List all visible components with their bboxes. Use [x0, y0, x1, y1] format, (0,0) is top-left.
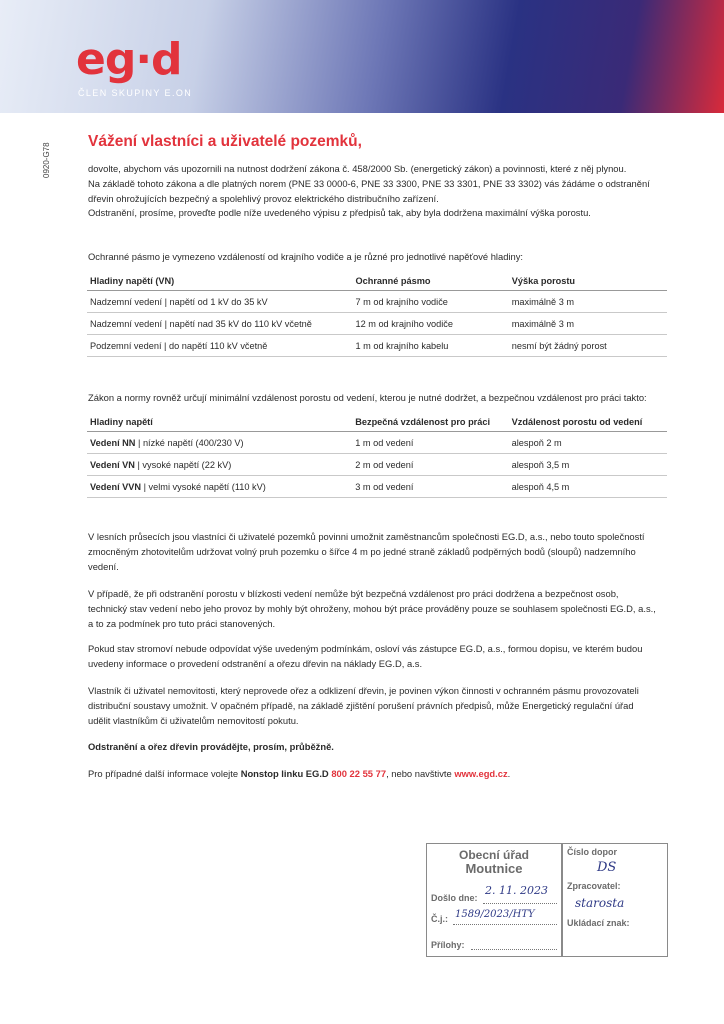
body-paragraph — [88, 684, 668, 728]
stamp-processor-label: Zpracovatel: — [567, 881, 621, 891]
header-banner — [0, 0, 724, 113]
hotline-label: Nonstop linku EG.D — [240, 768, 332, 779]
table-header-row — [87, 413, 667, 432]
body-paragraph — [88, 642, 668, 672]
paragraph-line: vedení. — [88, 560, 119, 572]
table-cell: alespoň 3,5 m — [509, 454, 667, 476]
intro-line: Odstranění, prosíme, proveďte podle níže uvedeného výpisu z předpisů tak, aby byla dodržena maximální výška porostu. — [88, 207, 591, 219]
column-header: Bezpečná vzdálenost pro práci — [352, 413, 508, 432]
table2-intro: Zákon a normy rovněž určují minimální vzdálenost porostu od vedení, kterou je nutné dodržet, a bezpečnou vzdálenost pro práci takto: — [88, 392, 647, 403]
stamp-dotted-line — [483, 903, 557, 904]
stamp-file-no-label: Číslo dopor — [567, 847, 617, 857]
stamp-received-value: 2. 11. 2023 — [485, 884, 548, 897]
column-header: Výška porostu — [509, 272, 667, 291]
logo-tagline: ČLEN SKUPINY E.ON — [78, 88, 193, 98]
paragraph-line: distribuční soustavy umožnit. V opačném případě, na základě zjištění porušení právních předpisů, může Energetický regulační úřad — [88, 699, 634, 711]
voltage-level-desc: | velmi vysoké napětí (110 kV) — [141, 481, 266, 492]
intro-paragraph — [88, 162, 668, 221]
contact-middle: , nebo navštivte — [386, 768, 455, 779]
column-header: Vzdálenost porostu od vedení — [509, 413, 667, 432]
paragraph-line: Vlastník či uživatel nemovitosti, který neprovede ořez a odklizení dřevin, je povinen výkon činnosti v ochranném pásmu provozovateli — [88, 685, 639, 696]
emphasis-line: Odstranění a ořez dřevin provádějte, prosím, průběžně. — [88, 741, 334, 752]
paragraph-line: udělit vlastníkům či uživatelům nemovitostí pokutu. — [88, 714, 299, 726]
letter-title: Vážení vlastníci a uživatelé pozemků, — [88, 133, 362, 150]
stamp-received-label: Došlo dne: — [431, 893, 478, 903]
table-cell: maximálně 3 m — [509, 313, 667, 335]
stamp-ref-label: Č.j.: — [431, 914, 448, 924]
column-header: Hladiny napětí — [87, 413, 352, 432]
table-cell — [87, 454, 352, 476]
paragraph-line: V případě, že při odstranění porostu v blízkosti vedení nemůže být bezpečná vzdálenost pro práci dodržena a bezpečnost osob, — [88, 588, 619, 599]
voltage-level-name: Vedení VN — [90, 459, 135, 470]
contact-prefix: Pro případné další informace volejte — [88, 768, 241, 779]
table-row — [87, 454, 667, 476]
table-row — [87, 476, 667, 498]
paragraph-line: V lesních průsecích jsou vlastníci či uživatelé pozemků povinni umožnit zaměstnancům společnosti EG.D, a.s., nebo touto společností — [88, 531, 645, 542]
table-cell: Nadzemní vedení | napětí nad 35 kV do 110 kV včetně — [87, 313, 352, 335]
contact-line — [88, 767, 668, 782]
body-paragraph — [88, 530, 668, 574]
table-row — [87, 291, 667, 313]
table-row — [87, 432, 667, 454]
table-cell: Podzemní vedení | do napětí 110 kV včetně — [87, 335, 352, 357]
column-header: Hladiny napětí (VN) — [87, 272, 352, 291]
table-cell: 1 m od vedení — [352, 432, 508, 454]
stamp-office-line: Moutnice — [465, 861, 523, 876]
stamp-storage-label: Ukládací znak: — [567, 918, 630, 928]
hotline-phone[interactable]: 800 22 55 77 — [331, 768, 387, 779]
table1-intro: Ochranné pásmo je vymezeno vzdáleností od krajního vodiče a je různé pro jednotlivé napěťové hladiny: — [88, 251, 524, 262]
intro-line: Na základě tohoto zákona a dle platných norem (PNE 33 0000-6, PNE 33 3300, PNE 33 3301, PNE 33 3302) vás žádáme o odstranění — [88, 177, 650, 189]
stamp-divider — [561, 844, 563, 956]
body-paragraph — [88, 587, 668, 631]
document-code: 0920-G78 — [42, 142, 51, 178]
table-cell: 2 m od vedení — [352, 454, 508, 476]
voltage-level-desc: | vysoké napětí (22 kV) — [134, 459, 232, 470]
stamp-office — [427, 849, 561, 875]
protection-zone-table — [87, 272, 667, 357]
stamp-ref-value: 1589/2023/HTY — [455, 909, 535, 920]
intro-line: dřevin ohrožujících bezpečný a spolehlivý provoz elektrického distribučního zařízení. — [88, 192, 439, 204]
voltage-level-name: Vedení VVN — [90, 481, 142, 492]
table-row — [87, 335, 667, 357]
stamp-office-line: Obecní úřad — [458, 848, 529, 862]
stamp-processor-value: starosta — [575, 896, 625, 910]
table-cell: 1 m od krajního kabelu — [352, 335, 508, 357]
website-link[interactable]: www.egd.cz — [454, 768, 508, 779]
safe-distance-table — [87, 413, 667, 498]
egd-logo: eg·d — [76, 34, 182, 85]
stamp-dotted-line — [471, 949, 557, 950]
stamp-dotted-line — [453, 924, 557, 925]
paragraph-line: technický stav vedení nebo jeho provoz by mohly být ohroženy, mohou být práce prováděny pouze se souhlasem společnosti EG.D, a.s., — [88, 602, 656, 614]
table-header-row — [87, 272, 667, 291]
stamp-attachments-label: Přílohy: — [431, 940, 465, 950]
paragraph-line: a to za podmínek pro tuto práci stanovených. — [88, 617, 276, 629]
stamp-file-no-value: DS — [597, 860, 617, 875]
column-header: Ochranné pásmo — [352, 272, 508, 291]
contact-suffix: . — [507, 768, 511, 779]
paragraph-line: uvedeny informace o provedení odstranění a ořezu dřevin na náklady EG.D, a.s. — [88, 657, 423, 669]
table-cell: Nadzemní vedení | napětí od 1 kV do 35 kV — [87, 291, 352, 313]
table-cell: 7 m od krajního vodiče — [352, 291, 508, 313]
registry-stamp — [426, 843, 668, 957]
voltage-level-name: Vedení NN — [90, 437, 136, 448]
table-cell: 3 m od vedení — [352, 476, 508, 498]
table-cell: alespoň 2 m — [509, 432, 667, 454]
table-cell: nesmí být žádný porost — [509, 335, 667, 357]
voltage-level-desc: | nízké napětí (400/230 V) — [135, 437, 244, 448]
table-cell: alespoň 4,5 m — [509, 476, 667, 498]
table-row — [87, 313, 667, 335]
table-cell: 12 m od krajního vodiče — [352, 313, 508, 335]
paragraph-line: zmocněným zhotovitelům udržovat volný pruh pozemku o šířce 4 m po jedné straně základů podpěrných bodů (sloupů) nadzemního — [88, 545, 636, 557]
paragraph-line: Pokud stav stromoví nebude odpovídat výše uvedeným podmínkám, osloví vás zástupce EG.D, a.s., formou dopisu, ve kterém budou — [88, 643, 643, 654]
table-cell — [87, 432, 352, 454]
intro-line: dovolte, abychom vás upozornili na nutnost dodržení zákona č. 458/2000 Sb. (energetický zákon) a povinnosti, které z něj plynou. — [88, 163, 627, 174]
table-cell: maximálně 3 m — [509, 291, 667, 313]
table-cell — [87, 476, 352, 498]
